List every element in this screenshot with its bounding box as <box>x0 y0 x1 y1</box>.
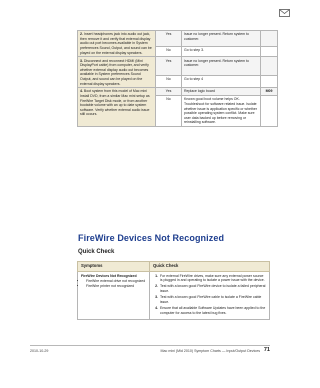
answer-no: No <box>156 96 182 127</box>
action-text: Known good boot volume helps OK. Troubleshoot for software related issue. Isolate whether issue is application specific or whether possible operating system conflict. Make sure user data backed up before removing or reinstalling software. <box>182 96 261 127</box>
action-text: Go to step 4 <box>182 76 261 88</box>
subsection-title: Quick Check <box>78 249 115 255</box>
quick-check-header: Quick Check <box>150 262 270 272</box>
step-cell <box>78 31 156 57</box>
quick-check-table <box>77 261 270 320</box>
repair-code <box>261 76 278 88</box>
repair-code <box>261 47 278 57</box>
footer-date: 2010-10-29 <box>30 349 49 353</box>
step-text: Insert headphones jack into audio out jack, then remove it and verify that external display audio out port becomes available in System preferences Sound, Output, and sound can be played on the external display speakers. <box>80 32 152 55</box>
section-title: FireWire Devices Not Recognized <box>78 233 225 243</box>
troubleshooting-table <box>77 30 278 127</box>
table-row <box>78 88 278 96</box>
step-number: 4. <box>80 89 83 94</box>
step-text: Boot system from this model of Mac mini Install DVD, from a similar Mac mini setup as FireWire Target Disk mode, or from another bootable volume with an up to date system software. Verify whether external audio issue still occurs. <box>80 89 150 117</box>
answer-no: No <box>156 76 182 88</box>
table-row <box>78 57 278 76</box>
list-item: • FireWire external drive not recognized <box>86 279 146 284</box>
step-cell <box>78 88 156 127</box>
answer-yes: Yes <box>156 31 182 47</box>
repair-code <box>261 31 278 47</box>
answer-yes: Yes <box>156 88 182 96</box>
page-number: 71 <box>263 347 270 353</box>
table-header-row <box>78 262 270 272</box>
repair-code <box>261 96 278 127</box>
check-list <box>153 274 266 316</box>
repair-code <box>261 57 278 76</box>
footer-title: Mac mini (Mid 2010) Symptom Charts — Input/Output Devices <box>160 349 260 353</box>
quick-check-cell <box>150 271 270 319</box>
symptoms-cell <box>78 271 150 319</box>
symptoms-header: Symptoms <box>78 262 150 272</box>
step-number: 2. <box>80 32 83 37</box>
action-text: Go to step 3. <box>182 47 261 57</box>
repair-code: M09 <box>261 88 278 96</box>
symptom-list <box>81 279 146 289</box>
step-text: Disconnect and reconnect HDMI (Mini DisplayPort cable) from computer, and verify whether external display audio out becomes available in System preferences Sound Output, and sound can be played on the external display speakers. <box>80 58 149 86</box>
action-text: Replace logic board <box>182 88 261 96</box>
table-row <box>78 271 270 319</box>
step-cell <box>78 57 156 88</box>
list-item: 2. Test with a known good FireWire device to isolate a failed peripheral issue. <box>159 284 266 293</box>
table-row <box>78 31 278 47</box>
list-item: 1. For external FireWire drives, make sure any external power source is plugged in and operating to isolate a power issue with the device. <box>159 274 266 283</box>
action-text: Issue no longer present. Return system to customer. <box>182 31 261 47</box>
answer-no: No <box>156 47 182 57</box>
list-item: 4. Ensure that all available Software Updates have been applied to the computer for access to the latest bug fixes. <box>159 306 266 315</box>
list-item: • FireWire printer not recognized <box>86 284 146 289</box>
answer-yes: Yes <box>156 57 182 76</box>
list-item: 3. Test with a known good FireWire cable to isolate a FireWire cable issue. <box>159 295 266 304</box>
step-number: 3. <box>80 58 83 63</box>
footer-divider <box>30 345 270 346</box>
symptom-title: FireWire Devices Not Recognized <box>81 273 137 278</box>
mail-icon[interactable] <box>279 9 290 17</box>
action-text: Issue no longer present. Return system to customer. <box>182 57 261 76</box>
